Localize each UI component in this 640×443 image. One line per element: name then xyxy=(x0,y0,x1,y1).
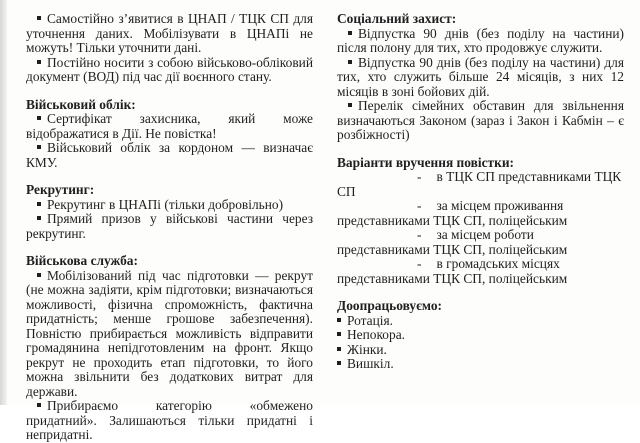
section xyxy=(337,299,624,372)
bullet-square-icon xyxy=(337,332,341,336)
section-heading: Військовий облік: xyxy=(26,96,136,112)
item-text: Вишкіл. xyxy=(347,356,394,371)
section xyxy=(337,12,624,143)
bullet-square-icon xyxy=(37,216,41,220)
dash-icon: - xyxy=(417,169,422,184)
dash-item xyxy=(337,170,624,199)
bullet-item xyxy=(26,56,313,85)
bullet-item xyxy=(26,212,313,241)
item-text: в громадських місцях представниками ТЦК СП, поліцейським xyxy=(337,256,568,286)
item-text: Відпустка 90 днів (без поділу на частини) для тих, хто служить більше 24 місяців, з них 12 місяців в зоні бойових дій. xyxy=(337,54,624,99)
item-text: Перелік сімейних обставин для звільнення визначаються Законом (зараз і Закон і Кабмін – є розбіжності) xyxy=(337,98,624,142)
item-text: Жінки. xyxy=(347,341,387,357)
bullet-item xyxy=(26,112,313,141)
bullet-square-icon xyxy=(37,145,41,149)
item-text: Прибираємо категорію «обмежено придатний». Залишаються тільки придатні і непридатні. xyxy=(26,398,313,442)
section-heading: Варіанти вручення повістки: xyxy=(337,154,515,170)
dash-item xyxy=(337,257,624,286)
item-text: Військовий облік за кордоном — визначає КМУ. xyxy=(26,140,313,170)
item-text: Непокора. xyxy=(347,327,405,342)
left-column xyxy=(26,12,313,443)
dash-icon: - xyxy=(417,227,422,242)
item-text: Сертифікат захисника, який може відображатися в Дії. Не повістка! xyxy=(26,111,313,141)
bullet-square-icon xyxy=(337,361,341,365)
bullet-item xyxy=(337,314,624,329)
item-text: Постійно носити з собою військово-обліковий документ (ВОД) під час дії воєнного стану. xyxy=(26,54,313,84)
bullet-item xyxy=(337,357,624,372)
bullet-item xyxy=(337,343,624,358)
item-text: Самостійно з’явитися в ЦНАП / ТЦК СП для уточнення даних. Мобілізувати в ЦНАПі не можуть! Тільки уточнити дані. xyxy=(26,11,313,55)
item-text: Ротація. xyxy=(347,312,393,328)
dash-item xyxy=(337,199,624,228)
section xyxy=(26,183,313,241)
dash-item xyxy=(337,228,624,257)
bullet-item xyxy=(26,399,313,443)
bullet-item xyxy=(26,141,313,170)
right-column xyxy=(337,12,624,372)
bullet-item xyxy=(337,56,624,100)
bullet-item xyxy=(337,27,624,56)
section xyxy=(26,98,313,171)
bullet-square-icon xyxy=(37,16,41,20)
bullet-item xyxy=(26,269,313,400)
bullet-square-icon xyxy=(37,60,41,64)
section-heading: Соціальний захист: xyxy=(337,11,457,26)
bullet-square-icon xyxy=(37,403,41,407)
section xyxy=(26,12,313,85)
bullet-square-icon xyxy=(348,103,352,107)
item-text: за місцем проживання представниками ТЦК СП, поліцейським xyxy=(337,198,568,228)
bullet-item xyxy=(337,99,624,143)
bullet-item xyxy=(26,12,313,56)
item-text: Мобілізований під час підготовки — рекрут (не можна задіяти, крім підготовки; визначаються можливості, фізична спроможність, фактична придатність; менше грошове забезпечення). Повністю прибирається можливість відправити громадянина непідготовленим на фронт. Якщо рекрут не проходить етап підготовки, то його можна звільнити без додаткових витрат для держави. xyxy=(26,267,313,399)
page-edge-shadow xyxy=(0,0,7,405)
section-heading: Доопрацьовуємо: xyxy=(337,298,442,313)
dash-icon: - xyxy=(417,198,422,213)
item-text: Прямий призов у військові частини через рекрутинг. xyxy=(26,211,313,241)
section-heading: Військова служба: xyxy=(26,253,138,268)
section xyxy=(337,156,624,287)
bullet-square-icon xyxy=(337,347,341,351)
bullet-square-icon xyxy=(348,60,352,64)
item-text: Відпустка 90 днів (без поділу на частини) після полону для тих, хто продовжує служити. xyxy=(337,25,624,55)
bullet-square-icon xyxy=(348,31,352,35)
bullet-square-icon xyxy=(37,202,41,206)
bullet-square-icon xyxy=(37,273,41,277)
item-text: в ТЦК СП представниками ТЦК СП xyxy=(337,169,622,199)
section-heading: Рекрутинг: xyxy=(26,182,95,197)
bullet-item xyxy=(26,198,313,213)
section xyxy=(26,254,313,443)
bullet-square-icon xyxy=(37,116,41,120)
item-text: Рекрутинг в ЦНАПі (тільки добровільно) xyxy=(47,196,284,212)
dash-icon: - xyxy=(417,256,422,271)
bullet-square-icon xyxy=(337,318,341,322)
item-text: за місцем роботи представниками ТЦК СП, поліцейським xyxy=(337,227,568,257)
bullet-item xyxy=(337,328,624,343)
